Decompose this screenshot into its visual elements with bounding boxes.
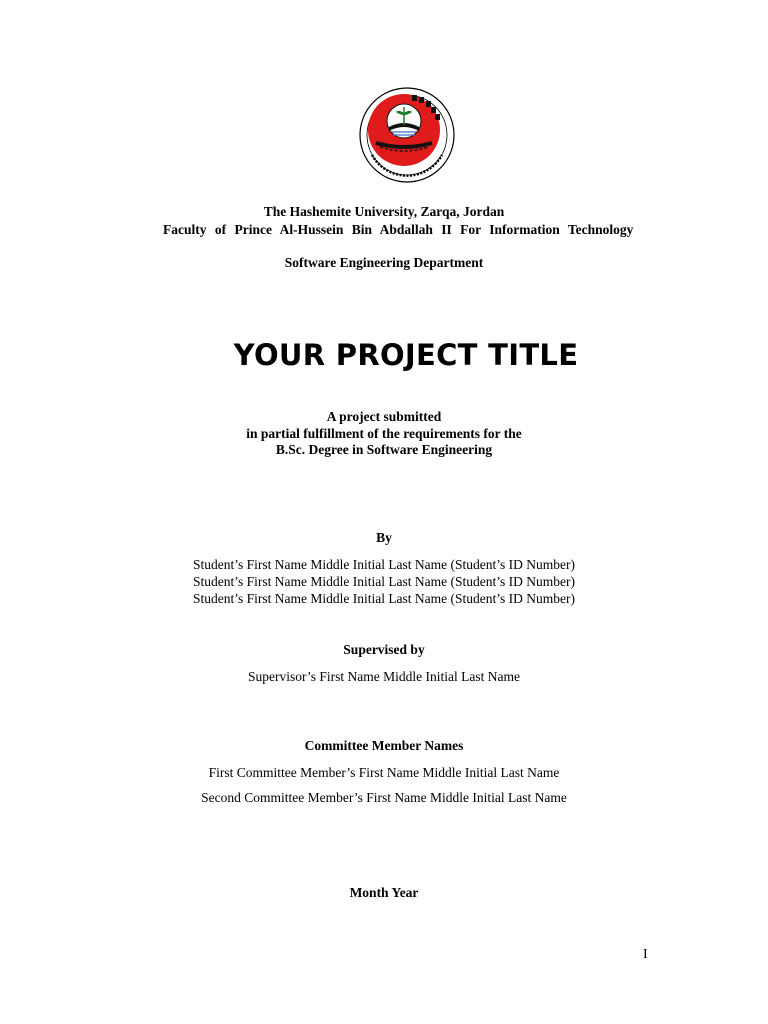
student-entry: Student’s First Name Middle Initial Last Name (Student’s ID Number)	[192, 557, 576, 572]
department-name: Software Engineering Department	[284, 255, 484, 270]
submission-line: B.Sc. Degree in Software Engineering	[275, 442, 493, 457]
student-entry: Student’s First Name Middle Initial Last Name (Student’s ID Number)	[192, 591, 576, 606]
committee-member-second: Second Committee Member’s First Name Middle Initial Last Name	[201, 790, 567, 805]
submission-statement	[116, 409, 652, 459]
supervisor-name: Supervisor’s First Name Middle Initial Last Name	[248, 669, 520, 684]
committee-member-first: First Committee Member’s First Name Middle Initial Last Name	[208, 765, 560, 780]
student-entry: Student’s First Name Middle Initial Last Name (Student’s ID Number)	[192, 574, 576, 589]
submission-line: A project submitted	[326, 409, 442, 424]
university-seal-icon	[352, 85, 462, 185]
submission-date: Month Year	[349, 885, 419, 900]
project-title: YOUR PROJECT TITLE	[233, 338, 579, 372]
university-name: The Hashemite University, Zarqa, Jordan	[263, 204, 505, 219]
committee-heading: Committee Member Names	[304, 738, 464, 753]
by-heading: By	[376, 530, 392, 545]
page-number: I	[643, 947, 648, 962]
faculty-name: Faculty of Prince Al-Hussein Bin Abdallah II For Information Technology	[163, 222, 634, 237]
submission-line: in partial fulfillment of the requirements for the	[246, 425, 522, 441]
student-list	[116, 556, 652, 607]
supervised-by-heading: Supervised by	[343, 642, 425, 657]
